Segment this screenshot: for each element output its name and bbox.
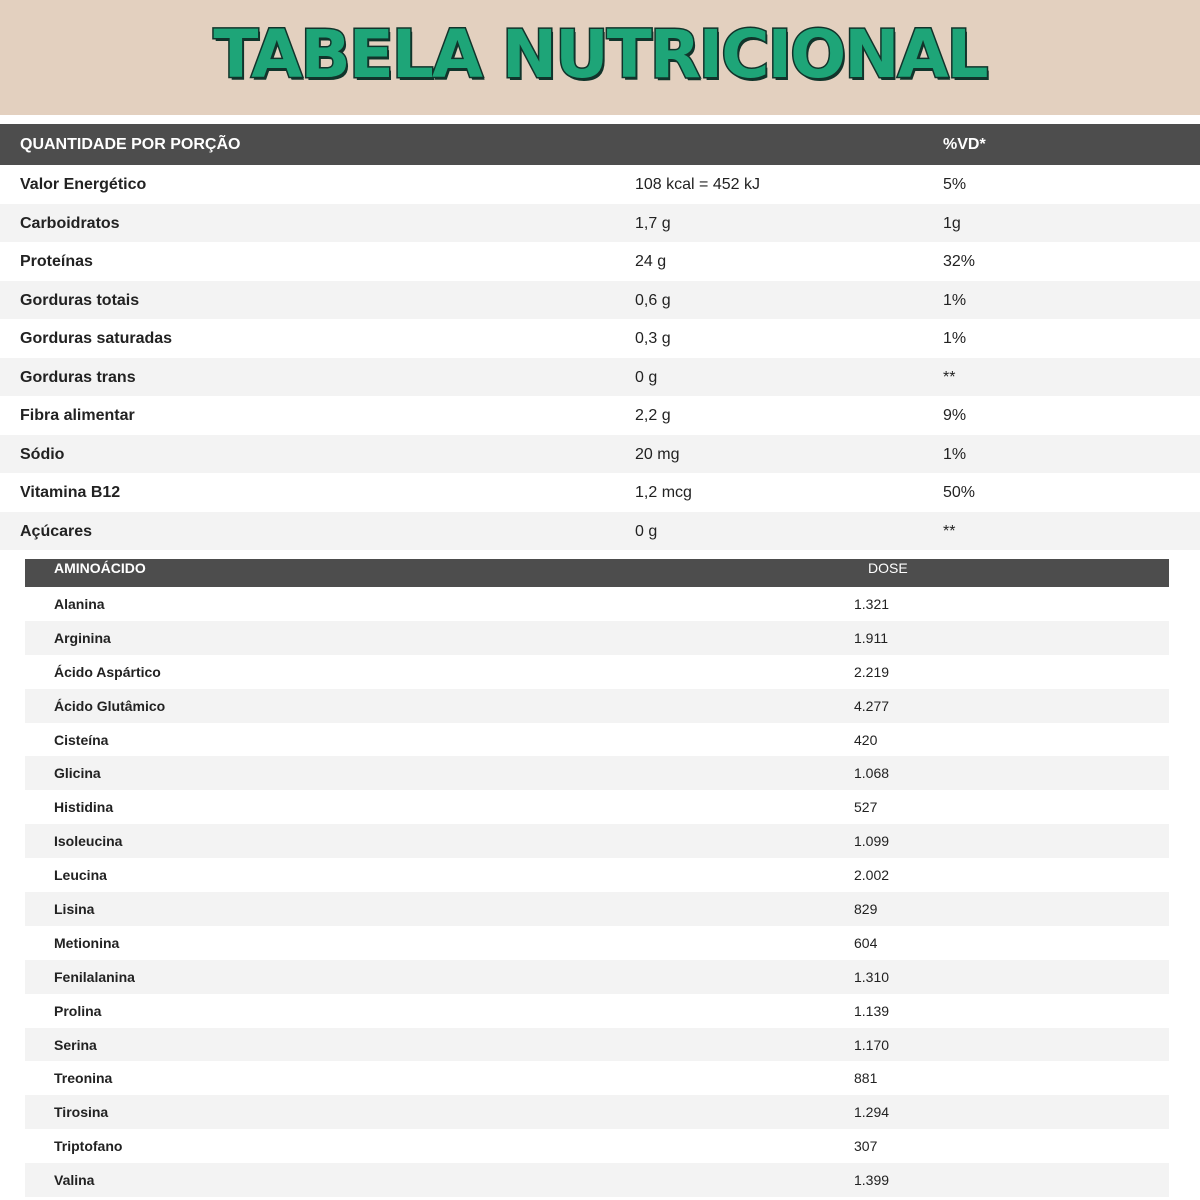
nutrient-name: Valor Energético bbox=[20, 176, 147, 193]
nutrient-amount: 20 mg bbox=[635, 445, 680, 463]
amino-name: Glicina bbox=[54, 765, 101, 782]
amino-dose: 604 bbox=[854, 934, 878, 951]
table-row bbox=[25, 858, 1169, 892]
table-row bbox=[0, 281, 1200, 320]
nutrition-table-header bbox=[0, 124, 1200, 165]
amino-dose: 2.219 bbox=[854, 663, 890, 680]
amino-dose: 881 bbox=[854, 1070, 878, 1087]
table-row bbox=[25, 1028, 1169, 1062]
table-row bbox=[25, 994, 1169, 1028]
nutrient-name: Gorduras trans bbox=[20, 368, 136, 386]
nutrient-vd: 32% bbox=[943, 253, 976, 270]
table-row bbox=[25, 1095, 1169, 1129]
amino-name: Ácido Glutâmico bbox=[54, 697, 166, 714]
amino-name: Fenilalanina bbox=[54, 968, 135, 985]
header-dose: DOSE bbox=[868, 560, 908, 576]
table-row bbox=[0, 396, 1200, 435]
nutrient-name: Carboidratos bbox=[20, 214, 120, 232]
nutrient-vd: 1% bbox=[943, 330, 967, 347]
amino-dose: 1.139 bbox=[854, 1002, 890, 1019]
nutrient-vd: ** bbox=[943, 368, 956, 386]
table-row bbox=[25, 824, 1169, 858]
amino-name: Histidina bbox=[54, 799, 114, 816]
nutrient-name: Proteínas bbox=[20, 253, 93, 270]
title-banner bbox=[0, 0, 1200, 115]
nutrient-vd: 1% bbox=[943, 291, 967, 309]
nutrient-amount: 0 g bbox=[635, 368, 658, 386]
amino-name: Tirosina bbox=[54, 1104, 109, 1121]
amino-name: Valina bbox=[54, 1172, 95, 1189]
table-row bbox=[0, 435, 1200, 474]
table-row bbox=[0, 319, 1200, 358]
amino-dose: 2.002 bbox=[854, 867, 890, 884]
header-amino: AMINOÁCIDO bbox=[54, 560, 146, 576]
amino-name: Lisina bbox=[54, 901, 95, 918]
nutrient-amount: 1,7 g bbox=[635, 214, 671, 232]
nutrition-table-body bbox=[0, 165, 1200, 550]
amino-dose: 1.170 bbox=[854, 1036, 890, 1053]
nutrient-amount: 2,2 g bbox=[635, 407, 671, 424]
amino-table bbox=[25, 559, 1169, 1197]
table-row bbox=[25, 723, 1169, 757]
nutrient-name: Vitamina B12 bbox=[20, 484, 121, 501]
amino-dose: 1.310 bbox=[854, 968, 890, 985]
table-row bbox=[25, 790, 1169, 824]
nutrient-name: Fibra alimentar bbox=[20, 407, 135, 424]
amino-dose: 1.399 bbox=[854, 1172, 890, 1189]
amino-dose: 1.099 bbox=[854, 833, 890, 850]
nutrient-name: Gorduras totais bbox=[20, 291, 140, 309]
nutrient-vd: 5% bbox=[943, 176, 967, 193]
amino-name: Metionina bbox=[54, 934, 120, 951]
nutrient-amount: 0,3 g bbox=[635, 330, 671, 347]
table-row bbox=[25, 587, 1169, 621]
table-row bbox=[25, 1163, 1169, 1197]
header-quantity: QUANTIDADE POR PORÇÃO bbox=[20, 136, 241, 153]
nutrient-amount: 108 kcal = 452 kJ bbox=[635, 176, 760, 193]
nutrient-vd: 1g bbox=[943, 214, 961, 232]
table-row bbox=[25, 960, 1169, 994]
table-row bbox=[0, 204, 1200, 243]
amino-name: Ácido Aspártico bbox=[54, 663, 161, 680]
nutrient-amount: 1,2 mcg bbox=[635, 484, 692, 501]
amino-dose: 1.321 bbox=[854, 596, 890, 612]
table-row bbox=[25, 756, 1169, 790]
table-row bbox=[25, 655, 1169, 689]
nutrient-name: Sódio bbox=[20, 445, 65, 463]
amino-dose: 4.277 bbox=[854, 697, 890, 714]
table-row bbox=[0, 358, 1200, 397]
table-row bbox=[0, 473, 1200, 512]
nutrient-vd: ** bbox=[943, 522, 956, 540]
table-row bbox=[0, 242, 1200, 281]
nutrient-amount: 24 g bbox=[635, 253, 667, 270]
amino-dose: 829 bbox=[854, 901, 878, 918]
amino-dose: 1.068 bbox=[854, 765, 890, 782]
amino-dose: 420 bbox=[854, 731, 878, 748]
nutrient-vd: 1% bbox=[943, 445, 967, 463]
table-row bbox=[25, 1129, 1169, 1163]
amino-name: Isoleucina bbox=[54, 833, 123, 850]
table-row bbox=[25, 892, 1169, 926]
table-row bbox=[25, 689, 1169, 723]
amino-name: Alanina bbox=[54, 596, 105, 612]
nutrition-table bbox=[0, 124, 1200, 550]
amino-dose: 307 bbox=[854, 1138, 878, 1155]
table-row bbox=[25, 926, 1169, 960]
amino-dose: 1.294 bbox=[854, 1104, 890, 1121]
table-row bbox=[25, 1061, 1169, 1095]
amino-name: Leucina bbox=[54, 867, 107, 884]
nutrient-vd: 50% bbox=[943, 484, 976, 501]
nutrient-amount: 0 g bbox=[635, 522, 658, 540]
amino-name: Treonina bbox=[54, 1070, 113, 1087]
table-row bbox=[25, 621, 1169, 655]
amino-table-body bbox=[25, 587, 1169, 1197]
nutrient-name: Açúcares bbox=[20, 522, 93, 540]
amino-name: Prolina bbox=[54, 1002, 102, 1019]
table-row bbox=[0, 165, 1200, 204]
amino-dose: 1.911 bbox=[854, 629, 888, 646]
table-row bbox=[0, 512, 1200, 551]
amino-table-header bbox=[25, 559, 1169, 587]
amino-name: Serina bbox=[54, 1036, 97, 1053]
header-vd: %VD* bbox=[943, 136, 986, 153]
nutrient-name: Gorduras saturadas bbox=[20, 330, 173, 347]
nutrient-amount: 0,6 g bbox=[635, 291, 671, 309]
nutrient-vd: 9% bbox=[943, 407, 967, 424]
amino-name: Triptofano bbox=[54, 1138, 123, 1155]
amino-name: Arginina bbox=[54, 629, 111, 646]
amino-dose: 527 bbox=[854, 799, 878, 816]
page-title: TABELA NUTRICIONAL bbox=[213, 16, 987, 93]
amino-name: Cisteína bbox=[54, 731, 109, 748]
